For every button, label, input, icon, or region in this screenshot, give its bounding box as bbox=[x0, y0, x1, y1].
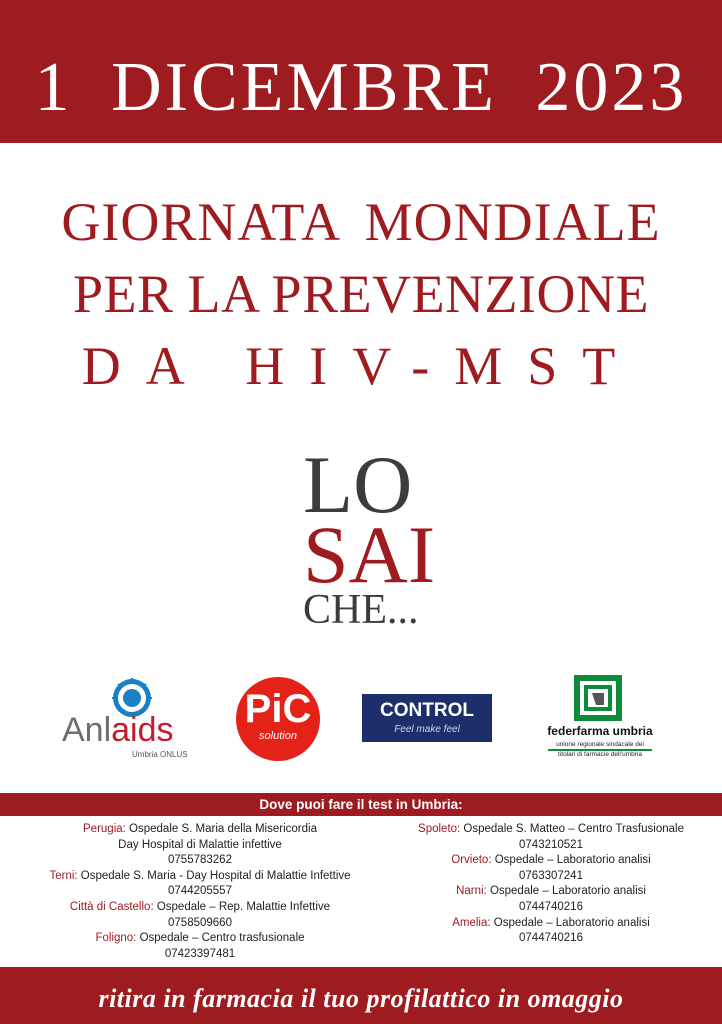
site-line bbox=[0, 822, 400, 838]
pic-name: PiC bbox=[244, 687, 312, 731]
lo-text: LO bbox=[303, 439, 413, 530]
site-line bbox=[0, 838, 400, 854]
control-tagline: Feel make feel bbox=[394, 724, 460, 735]
site-text: 0744740216 bbox=[519, 900, 583, 913]
site-line bbox=[380, 931, 722, 947]
site-line bbox=[0, 869, 400, 885]
site-line bbox=[380, 869, 722, 885]
site-line bbox=[0, 931, 400, 947]
pic-logo bbox=[236, 677, 320, 761]
site-line bbox=[0, 916, 400, 932]
headline-line-1: GIORNATA MONDIALE bbox=[61, 192, 661, 252]
site-line bbox=[0, 900, 400, 916]
federfarma-sub-2: titolari di farmacie dell'umbria bbox=[558, 751, 642, 758]
control-logo bbox=[362, 694, 492, 742]
event-date: 1 DICEMBRE 2023 bbox=[34, 49, 688, 126]
headline-line-3: DA HIV-MST bbox=[81, 336, 641, 396]
site-text: Ospedale S. Maria - Day Hospital di Malattie Infettive bbox=[77, 869, 351, 882]
site-text: Ospedale – Centro trasfusionale bbox=[136, 932, 305, 945]
site-text: 07423397481 bbox=[164, 947, 236, 960]
site-place: Orvieto: bbox=[451, 854, 492, 867]
testing-sites-right bbox=[380, 822, 722, 947]
site-text: Ospedale S. Matteo – Centro Trasfusionale bbox=[460, 823, 684, 835]
federfarma-emblem-icon bbox=[532, 675, 668, 723]
site-text: Ospedale – Laboratorio analisi bbox=[491, 854, 651, 867]
site-line bbox=[0, 884, 400, 900]
site-line bbox=[380, 822, 722, 838]
site-text: 0744205557 bbox=[168, 885, 232, 898]
site-place: Foligno: bbox=[95, 932, 137, 945]
site-line bbox=[380, 884, 722, 900]
footer-slogan: ritira in farmacia il tuo profilattico in omaggio bbox=[98, 984, 624, 1013]
site-line bbox=[380, 853, 722, 869]
federfarma-name: federfarma umbria bbox=[547, 724, 653, 738]
site-place: Perugia: bbox=[83, 823, 126, 835]
site-text: Ospedale – Laboratorio analisi bbox=[486, 885, 646, 898]
anlaids-name-part2: aids bbox=[111, 711, 174, 749]
site-text: 0744740216 bbox=[519, 932, 583, 945]
site-place: Spoleto: bbox=[418, 823, 461, 835]
site-place: Città di Castello: bbox=[69, 900, 154, 913]
site-text: Ospedale – Rep. Malattie Infettive bbox=[153, 900, 331, 913]
site-line bbox=[380, 900, 722, 916]
site-line bbox=[380, 916, 722, 932]
sai-text: SAI bbox=[303, 509, 436, 600]
headline-line-2: PER LA PREVENZIONE bbox=[73, 264, 649, 324]
anlaids-name-part1: Anl bbox=[62, 711, 112, 749]
anlaids-logo bbox=[62, 678, 194, 762]
site-line bbox=[0, 947, 400, 963]
testing-title: Dove puoi fare il test in Umbria: bbox=[259, 797, 463, 812]
pic-sub: solution bbox=[259, 730, 297, 742]
control-name: CONTROL bbox=[380, 700, 474, 721]
federfarma-sub-1: unione regionale sindacale dei bbox=[548, 741, 652, 751]
testing-sites-left bbox=[0, 822, 400, 962]
site-place: Terni: bbox=[49, 869, 78, 882]
site-place: Amelia: bbox=[452, 916, 491, 929]
site-text: 0755783262 bbox=[168, 854, 232, 867]
site-text: Ospedale S. Maria della Misericordia bbox=[125, 823, 317, 835]
site-line bbox=[380, 838, 722, 854]
site-place: Narni: bbox=[456, 885, 487, 898]
site-line bbox=[0, 853, 400, 869]
site-text: 0758509660 bbox=[168, 916, 232, 929]
site-text: Ospedale – Laboratorio analisi bbox=[490, 916, 650, 929]
site-text: 0743210521 bbox=[519, 838, 583, 851]
anlaids-sub: Umbria ONLUS bbox=[132, 750, 188, 759]
federfarma-logo bbox=[532, 675, 668, 765]
lo-sai-che-block bbox=[303, 439, 436, 633]
che-text: CHE... bbox=[303, 587, 419, 633]
site-text: 0763307241 bbox=[519, 869, 583, 882]
site-text: Day Hospital di Malattie infettive bbox=[118, 838, 282, 851]
